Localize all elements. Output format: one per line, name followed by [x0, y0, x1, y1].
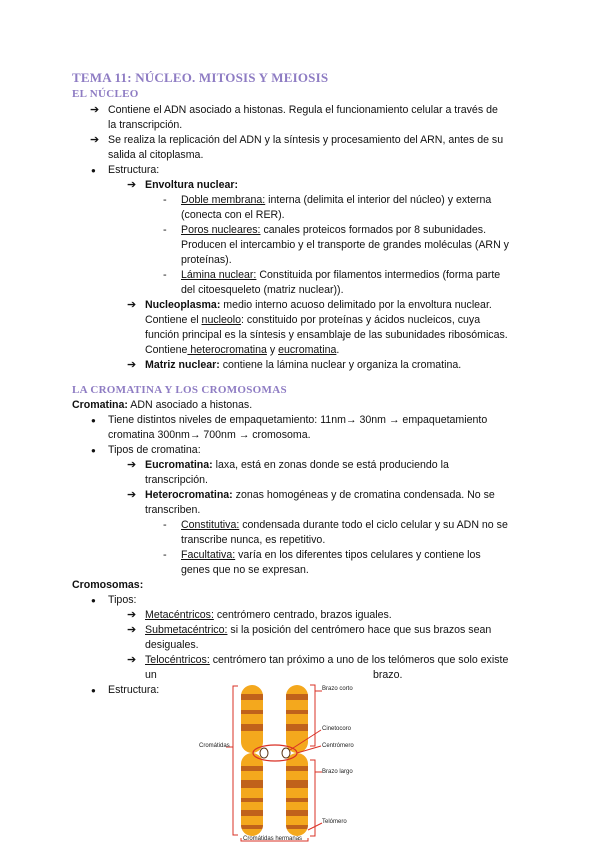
telocentricos-line-b1: un [145, 669, 157, 681]
dash-icon: - [163, 224, 167, 236]
arrow-icon: ➔ [90, 104, 100, 116]
chromatid-left-lower [241, 753, 263, 836]
arrow-icon: ➔ [127, 654, 137, 666]
arrow-icon: ➔ [127, 609, 137, 621]
submetacentrico-line: Submetacéntrico: si la posición del centrómero hace que sus brazos sean [145, 624, 492, 636]
chromatid-bracket [233, 686, 238, 835]
estructura-cromosoma-label: Estructura: [108, 684, 160, 696]
heterocromatina-line: Heterocromatina: zonas homogéneas y de cromatina condensada. No se [145, 489, 495, 501]
arrow-icon: ➔ [127, 459, 137, 471]
bullet-icon: ● [91, 596, 96, 605]
nucleolo-line: Contiene el nucleolo: constituido por proteínas y ácidos nucleicos, cuya [145, 314, 481, 326]
kinetochore-left [260, 748, 268, 758]
long-arm-bracket [310, 760, 315, 836]
label-cromatidas-hermanas: Cromátidas hermanas [243, 836, 303, 842]
cromatina-line: Cromatina: ADN asociado a histonas. [72, 399, 253, 411]
label-cinetocoro: Cinetocoro [322, 726, 352, 732]
lamina-line-b: del citoesqueleto (matriz nuclear)). [181, 284, 344, 296]
section-heading-cromatina: LA CROMATINA Y LOS CROMOSOMAS [72, 384, 287, 396]
arrow-icon: ➔ [127, 624, 137, 636]
arrow-icon: ➔ [90, 134, 100, 146]
label-brazo-largo: Brazo largo [322, 769, 353, 775]
facultativa-line-b: genes que no se expresan. [181, 564, 309, 576]
chromatid-right-lower [286, 753, 308, 836]
page-title: TEMA 11: NÚCLEO. MITOSIS Y MEIOSIS [72, 70, 329, 85]
nucleo-line-2: Se realiza la replicación del ADN y la síntesis y procesamiento del ARN, antes de su [108, 134, 504, 146]
bullet-icon: ● [91, 166, 96, 175]
lamina-line: Lámina nuclear: Constituida por filamentos intermedios (forma parte [181, 269, 501, 281]
telocentricos-line-b2: brazo. [373, 669, 403, 681]
doble-line: Doble membrana: interna (delimita el interior del núcleo) y externa [181, 194, 492, 206]
arrow-icon: ➔ [127, 489, 137, 501]
poros-line-c: proteínas). [181, 254, 232, 266]
dash-icon: - [163, 549, 167, 561]
poros-line-b: Producen el intercambio y el transporte de grandes moléculas (ARN y [181, 239, 509, 251]
doble-line-b: (conecta con el RER). [181, 209, 285, 221]
bullet-icon: ● [91, 446, 96, 455]
tipos-cromosomas-label: Tipos: [108, 594, 137, 606]
label-telomero: Telómero [322, 819, 347, 825]
chromatid-left [241, 685, 263, 836]
niveles-line: Tiene distintos niveles de empaquetamiento: 11nm→ 30nm → empaquetamiento [108, 414, 488, 426]
facultativa-line: Facultativa: varía en los diferentes tipos celulares y contiene los [181, 549, 481, 561]
dash-icon: - [163, 519, 167, 531]
nucleoplasma-line: Nucleoplasma: medio interno acuoso delimitado por la envoltura nuclear. [145, 299, 492, 311]
matriz-line: Matriz nuclear: contiene la lámina nuclear y organiza la cromatina. [145, 359, 462, 371]
chromosome-diagram [200, 680, 380, 846]
tipos-cromatina-label: Tipos de cromatina: [108, 444, 201, 456]
submetacentrico-line-b: desiguales. [145, 639, 199, 651]
niveles-line-b: cromatina 300nm→ 700nm → cromosoma. [108, 429, 311, 441]
constitutiva-line-b: transcribe nunca, es repetitivo. [181, 534, 326, 546]
contiene-line: Contiene heterocromatina y eucromatina. [145, 344, 340, 356]
label-centromero: Centrómero [322, 743, 354, 749]
envoltura-label: Envoltura nuclear: [145, 179, 239, 191]
cromosomas-label: Cromosomas: [72, 579, 144, 591]
bullet-icon: ● [91, 686, 96, 695]
dash-icon: - [163, 194, 167, 206]
nucleo-line-1b: la transcripción. [108, 119, 183, 131]
eucromatina-line: Eucromatina: laxa, está en zonas donde se está produciendo la [145, 459, 449, 471]
arrow-icon: ➔ [127, 359, 137, 371]
arrow-icon: ➔ [127, 179, 137, 191]
eucromatina-line-b: transcripción. [145, 474, 208, 486]
estructura-label: Estructura: [108, 164, 160, 176]
telocentricos-line: Telocéntricos: centrómero tan próximo a uno de los telómeros que solo existe [145, 654, 509, 666]
bullet-icon: ● [91, 416, 96, 425]
poros-line: Poros nucleares: canales proteicos formados por 8 subunidades. [181, 224, 487, 236]
dash-icon: - [163, 269, 167, 281]
heterocromatina-line-b: transcriben. [145, 504, 201, 516]
arrow-icon: ➔ [127, 299, 137, 311]
kinetochore-right [282, 748, 290, 758]
label-brazo-corto: Brazo corto [322, 686, 353, 692]
constitutiva-line: Constitutiva: condensada durante todo el ciclo celular y su ADN no se [181, 519, 508, 531]
label-cromatidas: Cromátidas [199, 743, 230, 749]
metacentricos-line: Metacéntricos: centrómero centrado, brazos iguales. [145, 609, 392, 621]
nucleo-line-2b: salida al citoplasma. [108, 149, 204, 161]
chromatid-right [286, 685, 308, 836]
nucleo-line-1: Contiene el ADN asociado a histonas. Regula el funcionamiento celular a través de [108, 104, 498, 116]
section-heading-nucleo: EL NÚCLEO [72, 88, 139, 100]
nucleolo-line-b: función principal es la síntesis y ensamblaje de las subunidades ribosómicas. [145, 329, 508, 341]
